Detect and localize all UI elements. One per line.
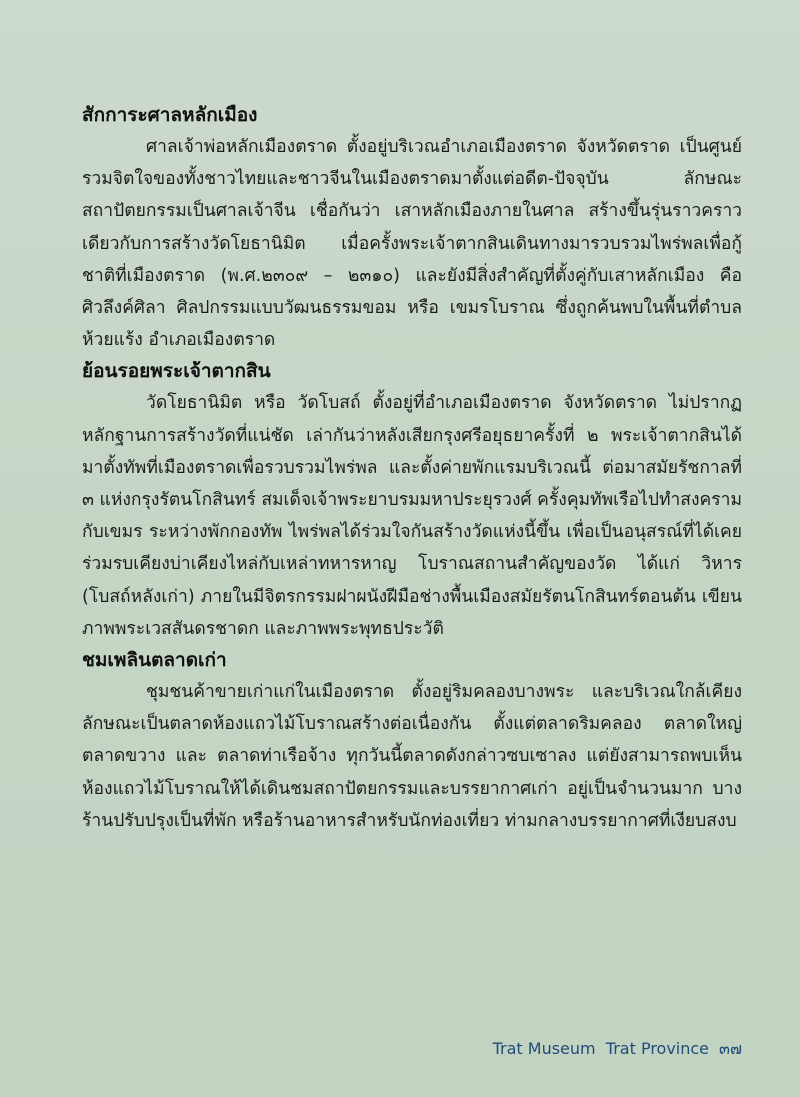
section-heading: ชมเพลินตลาดเก่า (82, 649, 227, 672)
section-heading: สักการะศาลหลักเมือง (82, 104, 258, 126)
section-heading: ย้อนรอยพระเจ้าตากสิน (82, 360, 271, 383)
footer-label: Trat Museum Trat Province (492, 1039, 710, 1058)
section-paragraph: ศาลเจ้าพ่อหลักเมืองตราด ตั้งอยู่บริเวณอำเภอเมืองตราด จังหวัดตราด เป็นศูนย์รวมจิตใจของทั้งชาวไทยและชาวจีนในเมืองตราดมาตั้งแต่อดีต-ปัจจุบัน ลักษณะสถาปัตยกรรมเป็นศาลเจ้าจีน เชื่อกันว่า เสาหลักเมืองภายในศาล สร้างขึ้นรุ่นราวคราวเดียวกับการสร้างวัดโยธานิมิต เมื่อครั้งพระเจ้าตากสินเดินทางมารวบรวมไพร่พลเพื่อกู้ชาติที่เมืองตราด (พ.ศ.๒๓๐๙ – ๒๓๑๐) และยังมีสิ่งสำคัญที่ตั้งคู่กับเสาหลักเมือง คือ ศิวลึงค์ศิลา ศิลปกรรมแบบวัฒนธรรมขอม หรือ เขมรโบราณ ซึ่งถูกค้นพบในพื้นที่ตำบลห้วยแร้ง อำเภอเมืองตราด (82, 137, 742, 351)
page-footer (493, 1037, 742, 1062)
section-paragraph: ชุมชนค้าขายเก่าแก่ในเมืองตราด ตั้งอยู่ริมคลองบางพระ และบริเวณใกล้เคียง ลักษณะเป็นตลาดห้องแถวไม้โบราณสร้างต่อเนื่องกัน ตั้งแต่ตลาดริมคลอง ตลาดใหญ่ ตลาดขวาง และ ตลาดท่าเรือจ้าง ทุกวันนี้ตลาดดังกล่าวซบเซาลง แต่ยังสามารถพบเห็นห้องแถวไม้โบราณให้ได้เดินชมสถาปัตยกรรมและบรรยากาศเก่า อยู่เป็นจำนวนมาก บางร้านปรับปรุงเป็นที่พัก หรือร้านอาหารสำหรับนักท่องเที่ยว ท่ามกลางบรรยากาศที่เงียบสงบ (82, 682, 742, 831)
section-old-market (82, 645, 742, 837)
page-content (82, 100, 742, 837)
section-king-taksin (82, 356, 742, 645)
page-number: ๓๗ (719, 1039, 742, 1058)
section-city-pillar-shrine (82, 100, 742, 356)
section-paragraph: วัดโยธานิมิต หรือ วัดโบสถ์ ตั้งอยู่ที่อำเภอเมืองตราด จังหวัดตราด ไม่ปรากฏหลักฐานการสร้างวัดที่แน่ชัด เล่ากันว่าหลังเสียกรุงศรีอยุธยาครั้งที่ ๒ พระเจ้าตากสินได้มาตั้งทัพที่เมืองตราดเพื่อรวบรวมไพร่พล และตั้งค่ายพักแรมบริเวณนี้ ต่อมาสมัยรัชกาลที่ ๓ แห่งกรุงรัตนโกสินทร์ สมเด็จเจ้าพระยาบรมมหาประยุรวงศ์ ครั้งคุมทัพเรือไปทำสงครามกับเขมร ระหว่างพักกองทัพ ไพร่พลได้ร่วมใจกันสร้างวัดแห่งนี้ขึ้น เพื่อเป็นอนุสรณ์ที่ได้เคยร่วมรบเคียงบ่าเคียงไหล่กับเหล่าทหารหาญ โบราณสถานสำคัญของวัด ได้แก่ วิหาร (โบสถ์หลังเก่า) ภายในมีจิตรกรรมฝาผนังฝีมือช่างพื้นเมืองสมัยรัตนโกสินทร์ตอนต้น เขียนภาพพระเวสสันดรชาดก และภาพพระพุทธประวัติ (82, 393, 742, 639)
